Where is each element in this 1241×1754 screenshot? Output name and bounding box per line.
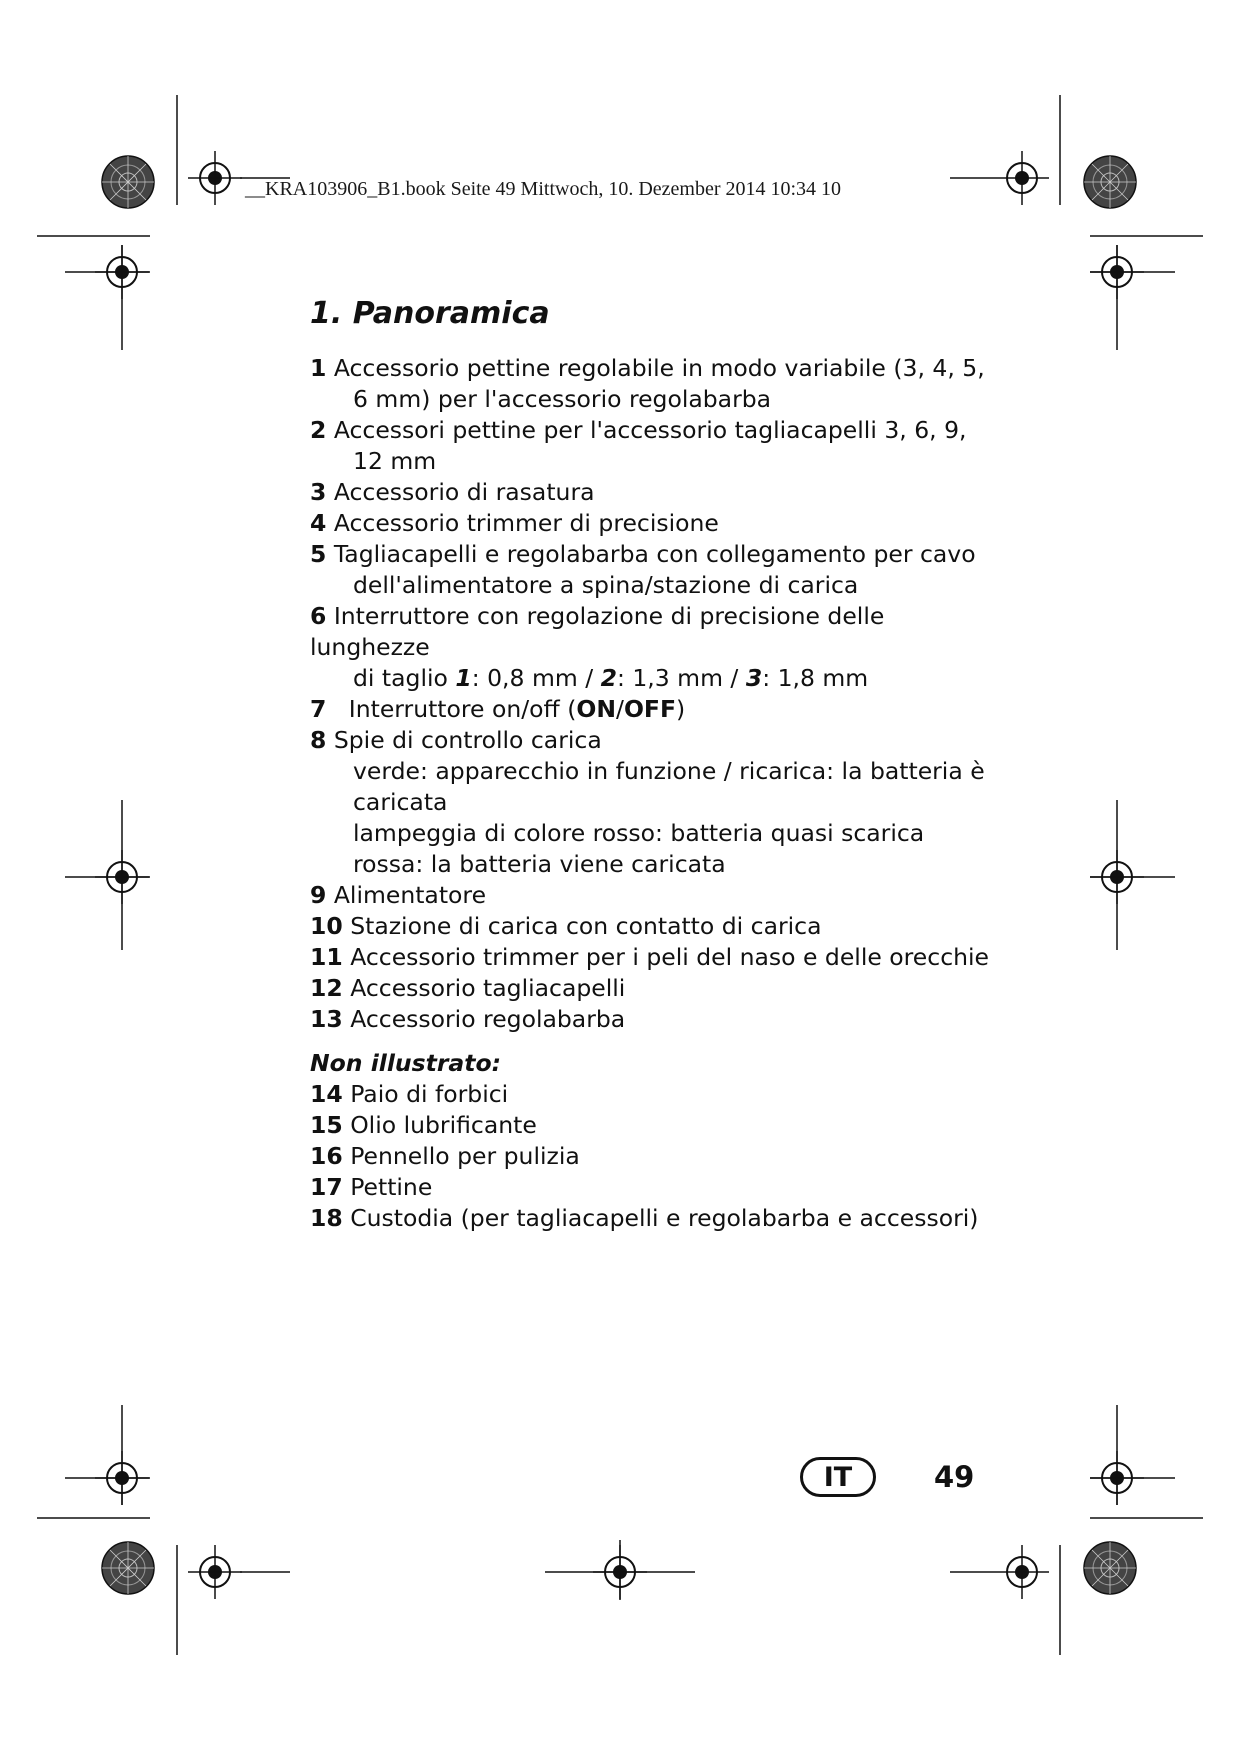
setting-3: 3 <box>745 664 763 692</box>
item-number: 3 <box>310 478 327 506</box>
item-text: Accessori pettine per l'accessorio tagliacapelli 3, 6, 9, <box>333 416 967 444</box>
item-text: Accessorio tagliacapelli <box>350 974 626 1002</box>
item-text: Accessorio pettine regolabile in modo variabile (3, 4, 5, <box>333 354 985 382</box>
settings-prefix: di taglio <box>353 664 456 692</box>
list-item <box>310 353 990 415</box>
item-number: 5 <box>310 540 327 568</box>
item-number: 11 <box>310 943 343 971</box>
list-item <box>310 1004 990 1035</box>
page-footer <box>800 1452 974 1502</box>
item-number: 7 <box>310 695 327 723</box>
item-text: Accessorio regolabarba <box>350 1005 626 1033</box>
item-continuation: rossa: la batteria viene caricata <box>353 850 726 878</box>
page-number: 49 <box>934 1460 975 1494</box>
setting-2: 2 <box>600 664 617 692</box>
list-item <box>310 725 990 880</box>
list-item <box>310 1172 990 1203</box>
item-number: 15 <box>310 1111 343 1139</box>
list-item <box>310 539 990 601</box>
item-text: Custodia (per tagliacapelli e regolabarba e accessori) <box>350 1204 979 1232</box>
item-text: Spie di controllo carica <box>333 726 602 754</box>
item-text: Paio di forbici <box>350 1080 509 1108</box>
item-number: 6 <box>310 602 327 630</box>
list-item <box>310 415 990 477</box>
print-header: __KRA103906_B1.book Seite 49 Mittwoch, 10. Dezember 2014 10:34 10 <box>245 178 842 200</box>
item-text: Accessorio trimmer di precisione <box>333 509 719 537</box>
item-number: 14 <box>310 1080 343 1108</box>
item-text: Interruttore on/off ( <box>348 695 577 723</box>
item-number: 12 <box>310 974 343 1002</box>
item-continuation: caricata <box>353 788 448 816</box>
list-item <box>310 601 990 694</box>
list-item <box>310 508 990 539</box>
item-continuation: 6 mm) per l'accessorio regolabarba <box>353 385 772 413</box>
item-continuation: lampeggia di colore rosso: batteria quasi scarica <box>353 819 925 847</box>
not-shown-heading: Non illustrato: <box>310 1049 502 1077</box>
item-number: 18 <box>310 1204 343 1232</box>
item-continuation: dell'alimentatore a spina/stazione di carica <box>353 571 859 599</box>
item-number: 4 <box>310 509 327 537</box>
list-item <box>310 942 990 973</box>
item-text: Olio lubrificante <box>350 1111 537 1139</box>
color-rose-mark <box>1084 1542 1136 1594</box>
setting-2-value: : 1,3 mm / <box>616 664 746 692</box>
item-number: 17 <box>310 1173 343 1201</box>
list-item <box>310 694 990 725</box>
color-rose-mark <box>102 1542 154 1594</box>
item-text: Accessorio di rasatura <box>333 478 595 506</box>
setting-3-value: : 1,8 mm <box>762 664 869 692</box>
item-number: 2 <box>310 416 327 444</box>
parts-list <box>310 353 990 1035</box>
item-continuation: 12 mm <box>353 447 437 475</box>
color-rose-mark <box>1084 156 1136 208</box>
language-badge: IT <box>800 1457 876 1497</box>
list-item <box>310 477 990 508</box>
cut-length-settings <box>353 663 990 694</box>
item-number: 10 <box>310 912 343 940</box>
list-item <box>310 911 990 942</box>
list-item <box>310 1079 990 1110</box>
item-text: Alimentatore <box>333 881 487 909</box>
list-item <box>310 973 990 1004</box>
item-text: Stazione di carica con contatto di carica <box>350 912 822 940</box>
list-item <box>310 1110 990 1141</box>
item-number: 8 <box>310 726 327 754</box>
main-content <box>310 296 990 1234</box>
item-text: Pennello per pulizia <box>350 1142 580 1170</box>
item-text: Accessorio trimmer per i peli del naso e delle orecchie <box>350 943 989 971</box>
item-number: 9 <box>310 881 327 909</box>
item-number: 16 <box>310 1142 343 1170</box>
setting-1-value: : 0,8 mm / <box>471 664 601 692</box>
item-text: Interruttore con regolazione di precisione delle lunghezze <box>310 602 885 661</box>
color-rose-mark <box>102 156 154 208</box>
item-continuation: verde: apparecchio in funzione / ricarica: la batteria è <box>353 757 985 785</box>
closing-paren: ) <box>676 695 686 723</box>
off-label: OFF <box>623 695 677 723</box>
setting-1: 1 <box>455 664 472 692</box>
list-item <box>310 1203 990 1234</box>
list-item <box>310 880 990 911</box>
section-title: 1. Panoramica <box>310 296 550 331</box>
list-item <box>310 1141 990 1172</box>
item-number: 1 <box>310 354 327 382</box>
on-off-separator: / <box>616 695 624 723</box>
item-text: Tagliacapelli e regolabarba con collegamento per cavo <box>333 540 976 568</box>
item-number: 13 <box>310 1005 343 1033</box>
not-shown-list <box>310 1079 990 1234</box>
item-text: Pettine <box>350 1173 433 1201</box>
on-label: ON <box>576 695 617 723</box>
